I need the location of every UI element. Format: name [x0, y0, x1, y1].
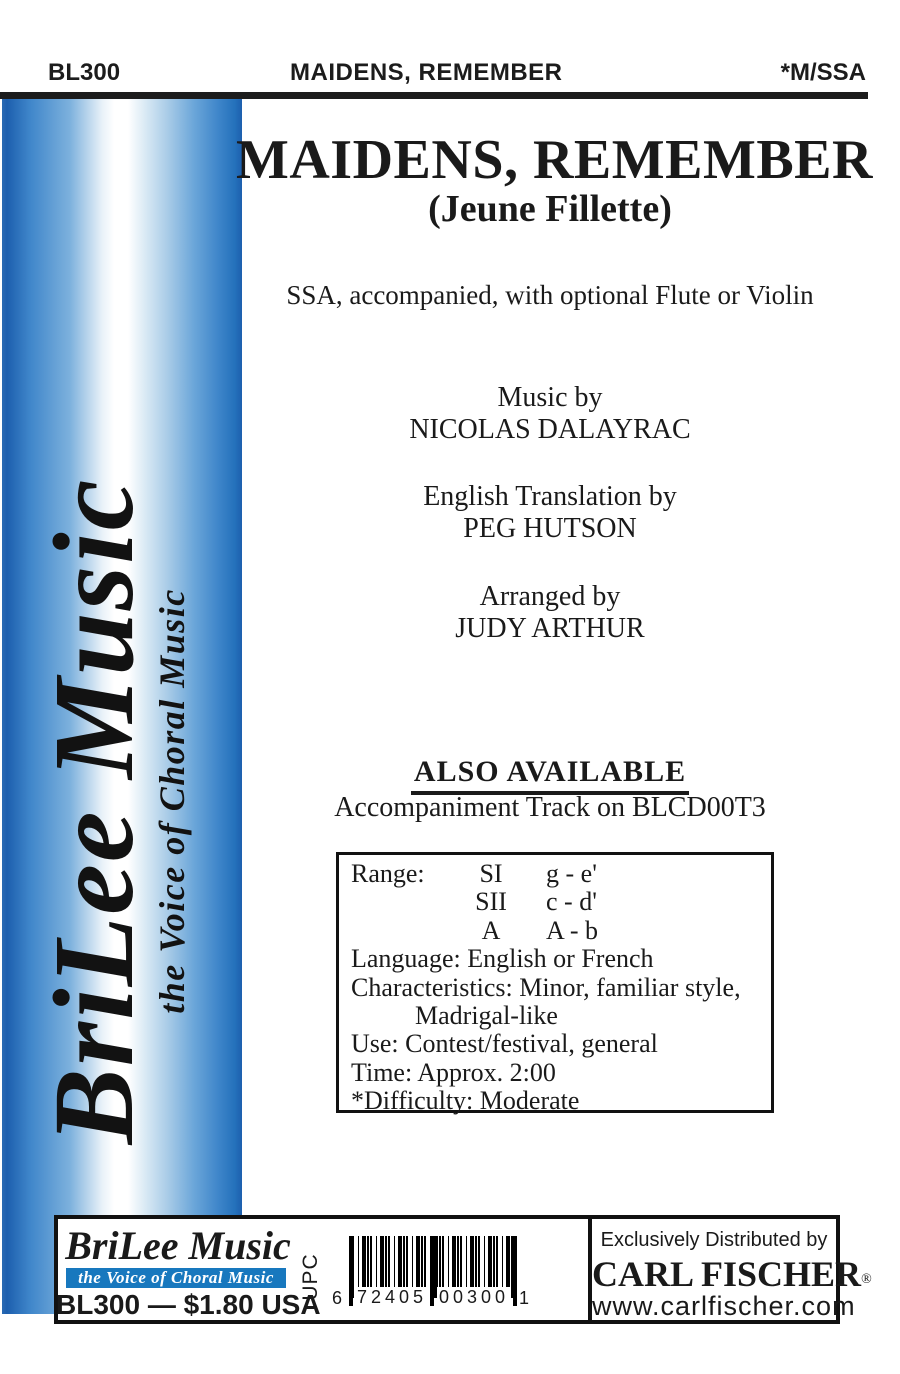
header-voicing-code: *M/SSA	[780, 59, 866, 86]
details-line-characteristics-cont: Madrigal-like	[415, 1000, 558, 1030]
credit-role: Arranged by	[479, 581, 621, 612]
scoring-line: SSA, accompanied, with optional Flute or Violin	[286, 280, 814, 310]
details-box	[336, 852, 774, 1116]
range-row	[351, 888, 767, 916]
sidebar-brand-text: BriLee Music	[30, 477, 157, 1145]
credit-name: NICOLAS DALAYRAC	[409, 414, 691, 445]
range-row	[351, 860, 767, 888]
footer-logo-brand: BriLee Music	[65, 1223, 291, 1268]
details-line-language: Language: English or French	[351, 944, 654, 974]
header-catalog-number: BL300	[48, 59, 121, 86]
details-line-difficulty: *Difficulty: Moderate	[351, 1086, 580, 1116]
page-subtitle: (Jeune Fillette)	[428, 188, 672, 230]
details-line-characteristics: Characteristics: Minor, familiar style,	[351, 972, 741, 1002]
barcode-digits-right: 00300	[438, 1287, 510, 1307]
barcode-digits-left: 72405	[356, 1287, 428, 1307]
footer-logo-tagline-bar	[66, 1268, 286, 1288]
header-running-title: MAIDENS, REMEMBER	[290, 59, 563, 86]
barcode-guard-right	[513, 1236, 517, 1306]
distributor-block	[592, 1219, 872, 1321]
range-value: c - d'	[546, 887, 597, 917]
credit-arranger	[236, 581, 864, 645]
distributor-url: www.carlfischer.com	[592, 1291, 856, 1321]
range-row	[351, 917, 767, 945]
range-value: A - b	[546, 915, 598, 945]
registered-mark: ®	[861, 1272, 872, 1287]
credit-role: Music by	[497, 382, 603, 413]
credit-name: JUDY ARTHUR	[455, 613, 645, 644]
range-part: SI	[479, 859, 503, 888]
sidebar-gradient-band	[2, 99, 242, 1314]
also-available-item: Accompaniment Track on BLCD00T3	[334, 792, 766, 823]
header-rule	[0, 92, 868, 99]
also-available-heading: ALSO AVAILABLE	[236, 755, 864, 795]
range-value: g - e'	[546, 859, 597, 888]
credit-composer	[236, 382, 864, 446]
footer-price-line: BL300 — $1.80 USA	[56, 1289, 321, 1320]
upc-label: UPC	[299, 1253, 322, 1301]
barcode-digit-trail: 1	[519, 1288, 530, 1308]
barcode-digit-lead: 6	[332, 1288, 343, 1308]
barcode-guard-middle	[430, 1236, 434, 1306]
credit-name: PEG HUTSON	[463, 513, 637, 544]
details-line-time: Time: Approx. 2:00	[351, 1057, 556, 1087]
distributor-line: Exclusively Distributed by	[600, 1229, 828, 1251]
details-line-use: Use: Contest/festival, general	[351, 1029, 658, 1059]
credit-role: English Translation by	[423, 481, 677, 512]
range-part: SII	[475, 887, 507, 917]
credit-translator	[236, 481, 864, 545]
distributor-name: CARL FISCHER®	[592, 1254, 872, 1294]
footer-logo-tagline: the Voice of Choral Music	[78, 1268, 274, 1287]
range-part: A	[481, 915, 501, 945]
barcode-guard-left	[349, 1236, 353, 1306]
page-title: MAIDENS, REMEMBER	[236, 129, 873, 191]
range-label: Range:	[351, 859, 425, 888]
sidebar-tagline-text: the Voice of Choral Music	[152, 588, 192, 1014]
